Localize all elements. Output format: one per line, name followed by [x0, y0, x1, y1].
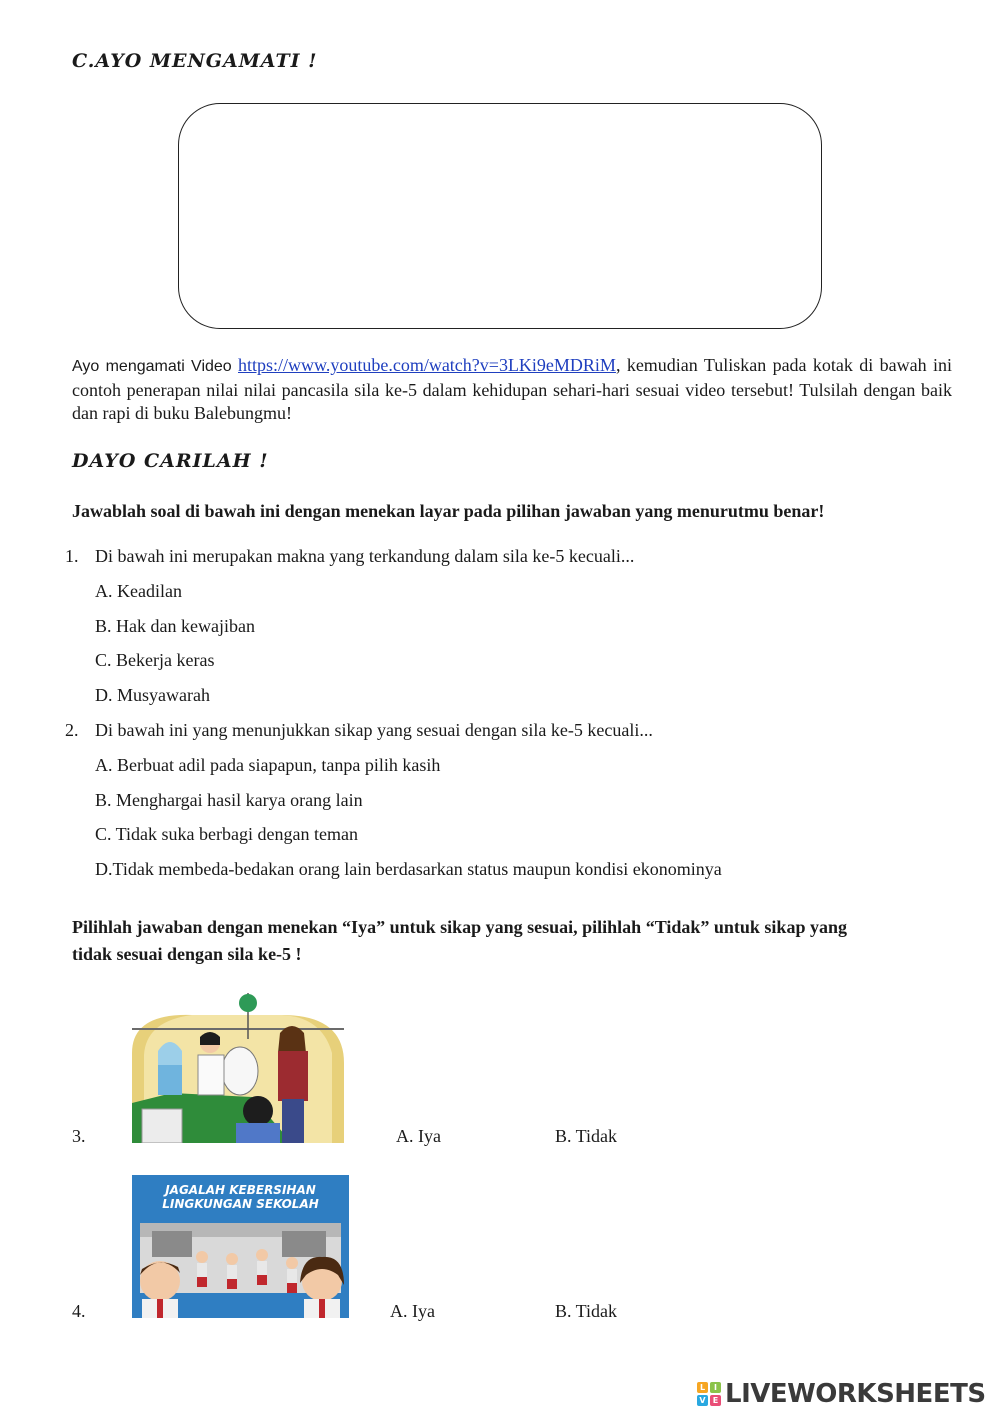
question-3-number: 3. — [72, 1126, 86, 1146]
logo-letter-i: I — [710, 1382, 721, 1393]
question-3-option-tidak[interactable]: B. Tidak — [555, 1126, 618, 1146]
question-2-option-c[interactable]: C. Tidak suka berbagi dengan teman — [95, 824, 358, 844]
video-answer-box[interactable] — [178, 103, 822, 329]
question-2-option-a[interactable]: A. Berbuat adil pada siapapun, tanpa pilih kasih — [95, 755, 441, 775]
question-2-option-b[interactable]: B. Menghargai hasil karya orang lain — [95, 790, 363, 810]
instruction-iya-tidak-line2: tidak sesuai dengan sila ke-5 ! — [72, 944, 302, 964]
school-cleanliness-poster — [132, 1175, 349, 1318]
logo-letter-l: L — [697, 1382, 708, 1393]
instruction-iya-tidak-line1: Pilihlah jawaban dengan menekan “Iya” untuk sikap yang sesuai, pilihlah “Tidak” untuk sikap yang — [72, 917, 847, 937]
question-1-option-b[interactable]: B. Hak dan kewajiban — [95, 616, 255, 636]
poster-title-line1: JAGALAH KEBERSIHAN — [165, 1183, 316, 1197]
logo-letter-v: V — [697, 1395, 708, 1406]
intro-prefix: Ayo mengamati Video — [72, 358, 238, 375]
question-1-text: Di bawah ini merupakan makna yang terkandung dalam sila ke-5 kecuali... — [95, 546, 635, 566]
question-1-option-a[interactable]: A. Keadilan — [95, 581, 182, 601]
intro-suffix: , kemudian Tuliskan pada kotak di bawah ini contoh penerapan nilai nilai pancasila sila ke-5 dalam kehidupan sehari-hari sesuai video tersebut! Tulsilah dengan baik dan rapi di buku Balebungmu! — [72, 355, 952, 423]
section-d-heading: DAYO CARILAH ! — [72, 450, 269, 472]
instruction-multiple-choice: Jawablah soal di bawah ini dengan menekan layar pada pilihan jawaban yang menurutmu benar! — [72, 501, 825, 521]
liveworksheets-logo-icon — [697, 1382, 721, 1406]
question-2-option-d[interactable]: D.Tidak membeda-bedakan orang lain berdasarkan status maupun kondisi ekonominya — [95, 859, 722, 879]
question-1-option-d[interactable]: D. Musyawarah — [95, 685, 210, 705]
poster-title-line2: LINGKUNGAN SEKOLAH — [162, 1197, 319, 1211]
question-1-number: 1. — [65, 546, 79, 566]
liveworksheets-logo — [697, 1377, 986, 1411]
classroom-illustration — [132, 993, 344, 1143]
question-4-option-tidak[interactable]: B. Tidak — [555, 1301, 618, 1321]
logo-letter-e: E — [710, 1395, 721, 1406]
question-3-option-iya[interactable]: A. Iya — [396, 1126, 441, 1146]
section-c-heading: C.AYO MENGAMATI ! — [72, 50, 318, 72]
question-2-number: 2. — [65, 720, 79, 740]
question-4-option-iya[interactable]: A. Iya — [390, 1301, 435, 1321]
youtube-link[interactable]: https://www.youtube.com/watch?v=3LKi9eMDRiM — [238, 355, 616, 375]
question-1-option-c[interactable]: C. Bekerja keras — [95, 650, 215, 670]
intro-paragraph — [72, 354, 952, 426]
question-2-text: Di bawah ini yang menunjukkan sikap yang sesuai dengan sila ke-5 kecuali... — [95, 720, 653, 740]
question-4-number: 4. — [72, 1301, 86, 1321]
liveworksheets-logo-text: LIVEWORKSHEETS — [725, 1379, 986, 1409]
